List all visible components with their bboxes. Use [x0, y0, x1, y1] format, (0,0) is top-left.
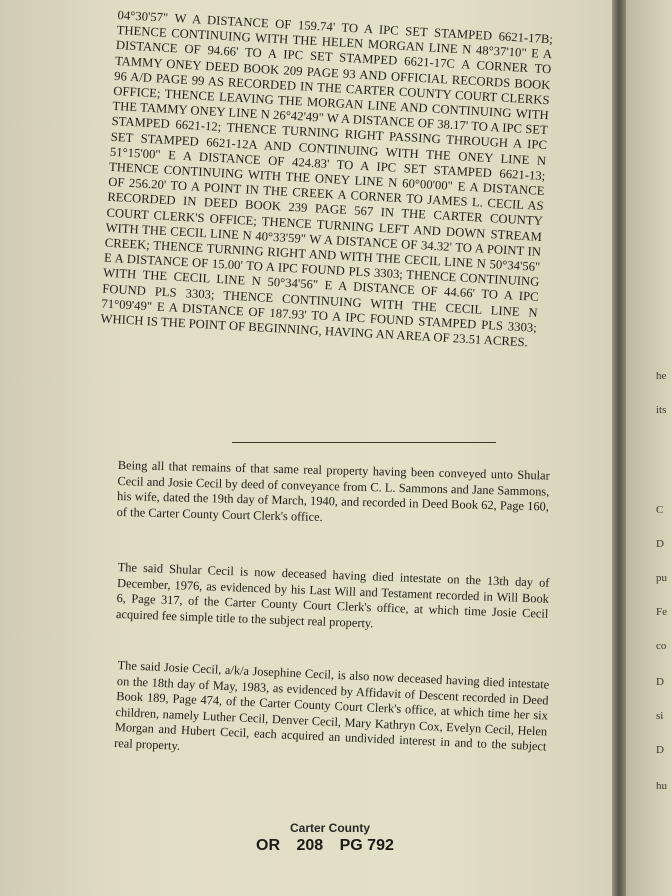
adjacent-page-fragment: co [656, 640, 667, 652]
adjacent-page-fragment: he [656, 370, 667, 382]
adjacent-page-fragment: hu [656, 780, 667, 792]
adjacent-page-edge [626, 0, 672, 896]
adjacent-page-fragment: D [656, 744, 664, 756]
legal-description [100, 8, 553, 351]
footer-book-number: 208 [296, 837, 324, 854]
section-divider [232, 442, 496, 443]
footer-county: Carter County [290, 821, 371, 835]
paragraph-shular-cecil [116, 560, 550, 638]
adjacent-page-fragment: Fe [656, 606, 667, 618]
adjacent-page-fragment: C [656, 504, 664, 516]
adjacent-page-fragment: its [656, 404, 667, 416]
paragraph-text: The said Josie Cecil, a/k/a Josephine Cecil, is also now deceased having died intestate on the 18th day of May, 1983, as evidenced by Affidavit of Descent recorded in Deed Book 189, Page 474, of the Carter County Court Clerk's office, at which time her six children, namely Luther Cecil, Denver Cecil, Mary Kathryn Cox, Evelyn Cecil, Helen Morgan and Hubert Cecil, each acquired an undivided interest in and to the subject real property. [113, 658, 550, 754]
paragraph-josie-cecil [114, 658, 550, 771]
footer-page-number: PG 792 [339, 837, 394, 854]
legal-description-text: 04°30'57" W A DISTANCE OF 159.74' TO A IPC SET STAMPED 6621-17B; THENCE CONTINUING WITH THE HELEN MORGAN LINE N 48°37'10" E A DISTANCE OF 94.66' TO A IPC SET STAMPED 6621-17C A CORNER TO TAMMY ONEY DEED BOOK 209 PAGE 93 AND OFFICIAL RECORDS BOOK 96 A/D PAGE 99 AS RECORDED IN THE CARTER COUNTY COURT CLERKS OFFICE; THENCE LEAVING THE MORGAN LINE AND CONTINUING WITH THE TAMMY ONEY LINE N 26°42'49" W A DISTANCE OF 38.17' TO A IPC SET STAMPED 6621-12; THENCE TURNING RIGHT PASSING THROUGH A IPC SET STAMPED 6621-12A AND CONTINUING WITH THE ONEY LINE N 51°15'00" E A DISTANCE OF 424.83' TO A IPC SET STAMPED 6621-13; THENCE CONTINUING WITH THE ONEY LINE N 60°00'00" E A DISTANCE OF 256.20' TO A POINT IN THE CREEK A CORNER TO JAMES L. CECIL AS RECORDED IN DEED BOOK 239 PAGE 567 IN THE CARTER COUNTY COURT CLERK'S OFFICE; THENCE TURNING LEFT AND DOWN STREAM WITH THE CECIL LINE N 40°33'59" W A DISTANCE OF 34.32' TO A POINT IN CREEK; THENCE TURNING RIGHT AND WITH THE CECIL LINE N 50°34'56" E A DISTANCE OF 15.00' TO A IPC FOUND PLS 3303; THENCE CONTINUING WITH THE CECIL LINE N 50°34'56" E A DISTANCE OF 44.66' TO A IPC FOUND PLS 3303; THENCE CONTINUING WITH THE CECIL LINE N 71°09'49" E A DISTANCE OF 187.93' TO A IPC FOUND STAMPED PLS 3303; WHICH IS THE POINT OF BEGINNING, HAVING AN AREA OF 23.51 ACRES. [100, 8, 554, 350]
paragraph-text: The said Shular Cecil is now deceased having died intestate on the 13th day of December, 1976, as evidenced by his Last Will and Testament recorded in Will Book 6, Page 317, of the Carter County Court Clerk's office, at which time Josie Cecil acquired fee simple title to the subject real property. [115, 560, 550, 631]
paragraph-text: Being all that remains of that same real property having been conveyed unto Shular Cecil and Josie Cecil by deed of conveyance from C. L. Sammons and Jane Sammons, his wife, dated the 19th day of March, 1940, and recorded in Deed Book 62, Page 160, of the Carter County Court Clerk's office. [116, 458, 550, 524]
adjacent-page-fragment: D [656, 676, 664, 688]
adjacent-page-fragment: D [656, 538, 664, 550]
footer-or-label: OR [256, 837, 280, 854]
footer-book-page [256, 837, 406, 855]
adjacent-page-fragment: pu [656, 572, 667, 584]
adjacent-page-fragment: si [656, 710, 664, 722]
book-gutter [612, 0, 626, 896]
paragraph-conveyance [116, 458, 549, 531]
